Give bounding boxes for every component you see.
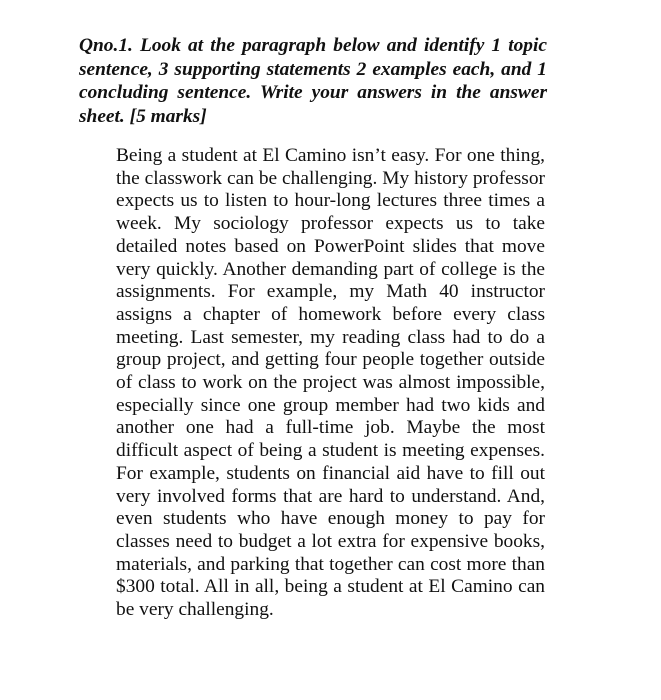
question-prompt: Qno.1. Look at the paragraph below and identify 1 topic sentence, 3 supporting statements 2 examples each, and 1 concluding sentence. Write your answers in the answer sheet. [5 marks] (79, 35, 547, 127)
passage-paragraph: Being a student at El Camino isn’t easy. For one thing, the classwork can be challenging. My history professor expects us to listen to hour-long lectures three times a week. My sociology professor expects us to take detailed notes based on PowerPoint slides that move very quickly. Another demanding part of college is the assignments. For example, my Math 40 instructor assigns a chapter of homework before every class meeting. Last semester, my reading class had to do a group project, and getting four people together outside of class to work on the project was almost impossible, especially since one group member had two kids and another one had a full-time job. Maybe the most difficult aspect of being a student is meeting expenses. For example, students on financial aid have to fill out very involved forms that are hard to understand. And, even students who have enough money to pay for classes need to budget a lot extra for expensive books, materials, and parking that together can cost more than $300 total. All in all, being a student at El Camino can be very challenging. (116, 145, 545, 621)
